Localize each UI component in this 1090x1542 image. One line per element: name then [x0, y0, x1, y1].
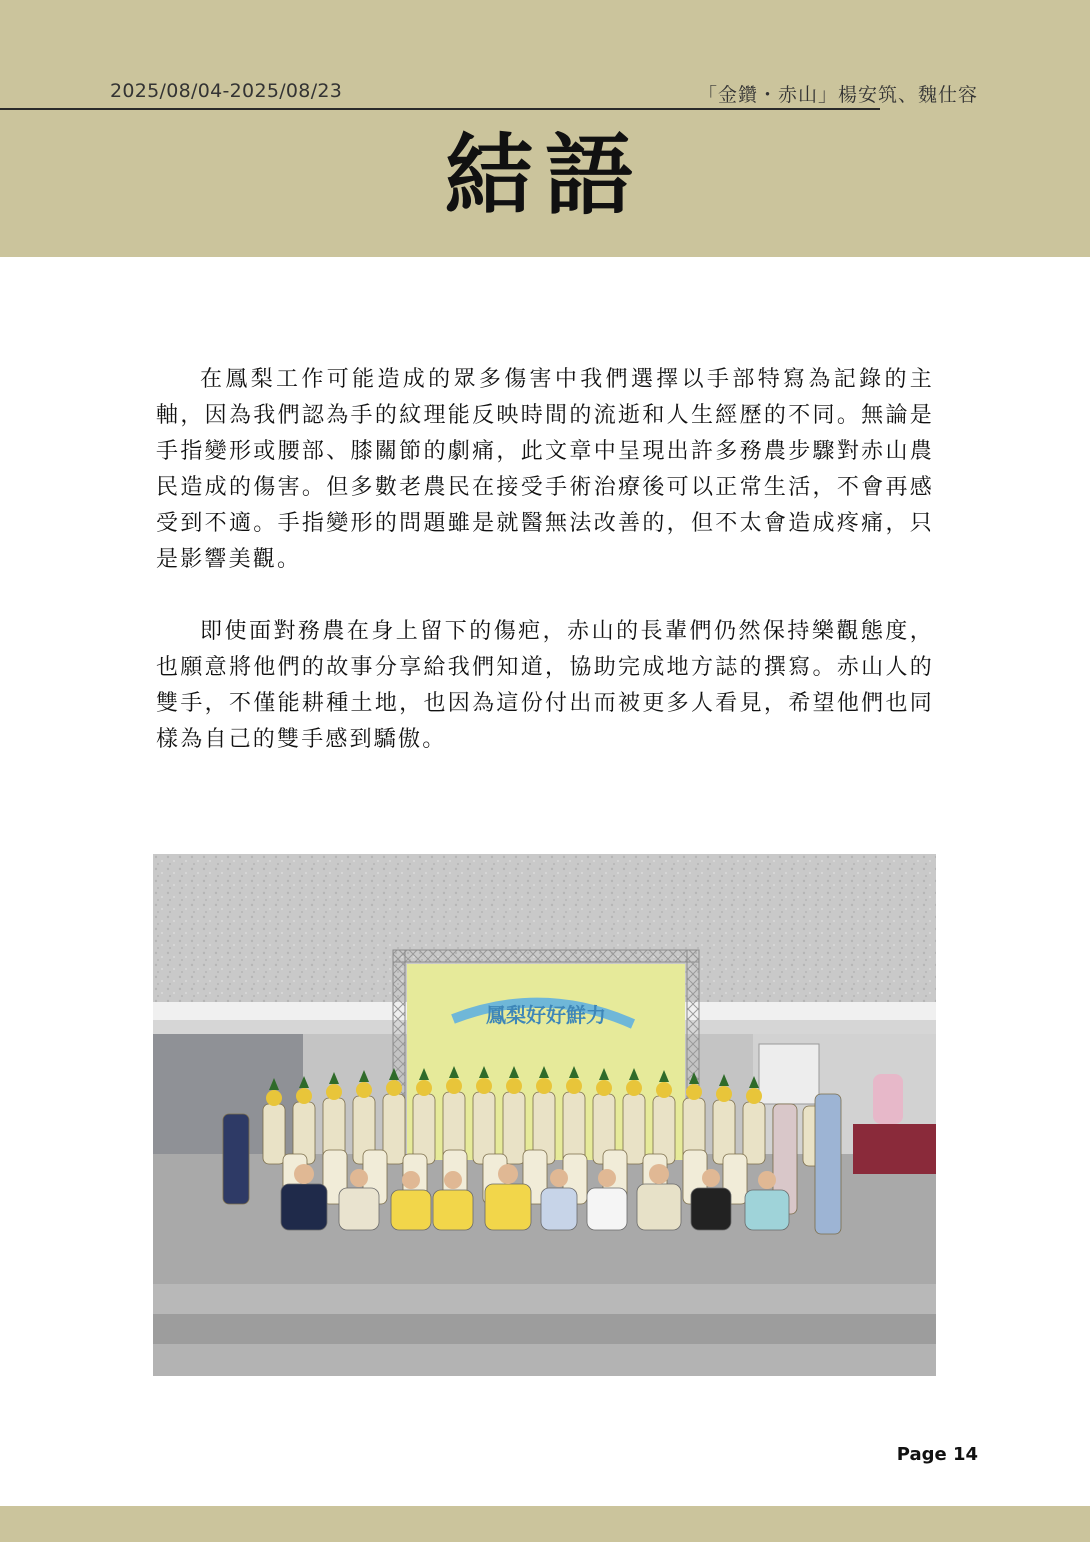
date-range: 2025/08/04-2025/08/23 [110, 80, 343, 102]
header-divider [0, 108, 880, 110]
page-title: 結語 [444, 123, 645, 227]
banner-text: 鳳梨好好鮮力 [486, 1003, 606, 1027]
paragraph-2: 即使面對務農在身上留下的傷疤，赤山的長輩們仍然保持樂觀態度，也願意將他們的故事分享給我們知道，協助完成地方誌的撰寫。赤山人的雙手，不僅能耕種土地，也因為這份付出而被更多人看見，希望他們也同樣為自己的雙手感到驕傲。 [156, 619, 934, 752]
footer-band [0, 1506, 1090, 1542]
paragraph-1: 在鳳梨工作可能造成的眾多傷害中我們選擇以手部特寫為記錄的主軸，因為我們認為手的紋理能反映時間的流逝和人生經歷的不同。無論是手指變形或腰部、膝關節的劇痛，此文章中呈現出許多務農步驟對赤山農民造成的傷害。但多數老農民在接受手術治療後可以正常生活，不會再感受到不適。手指變形的問題雖是就醫無法改善的，但不太會造成疼痛，只是影響美觀。 [156, 367, 934, 572]
group-photo-illustration [153, 854, 936, 1376]
author-line: 「金鑽・赤山」楊安筑、魏仕容 [697, 84, 978, 106]
group-photo [153, 854, 936, 1376]
body-text [156, 362, 934, 794]
page-number: Page 14 [896, 1444, 978, 1465]
